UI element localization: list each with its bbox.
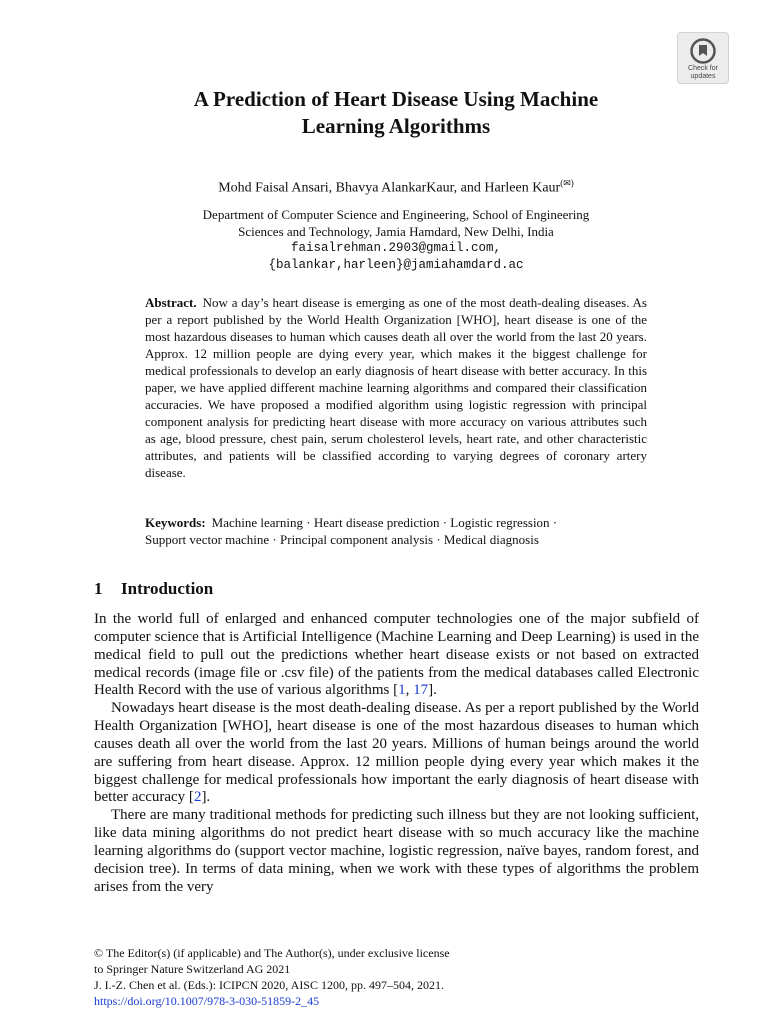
body-text	[94, 611, 699, 897]
title-line-2: Learning Algorithms	[301, 114, 491, 138]
abstract-text: Now a day’s heart disease is emerging as one of the most death-dealing diseases. As per a report published by the World Health Organization [WHO], heart disease is one of the most hazardous diseases to human which causes death all over the world from the last 20 years. Approx. 12 million people are dying every year, which makes it the biggest challenge for medical professionals to develop an early diagnosis of heart disease with better accuracy. In this paper, we have applied different machine learning algorithms and compared their classification accuracies. We have proposed a modified algorithm using logistic regression with principal component analysis for predicting heart disease with more accuracy on various attributes such as age, blood pressure, chest pain, serum cholesterol levels, heart rate, and other characteristic attributes, and patients will be classified according to varying degrees of coronary artery disease.	[145, 295, 647, 480]
title-line-1: A Prediction of Heart Disease Using Machine	[193, 87, 599, 111]
footer-line-3: J. I.-Z. Chen et al. (Eds.): ICIPCN 2020, AISC 1200, pp. 497–504, 2021.	[94, 978, 444, 992]
keywords-line-1: Machine learning · Heart disease prediction · Logistic regression ·	[211, 515, 558, 530]
citation-2[interactable]: 2	[193, 789, 202, 806]
keywords-line-2: Support vector machine · Principal component analysis · Medical diagnosis	[145, 532, 539, 547]
section-number: 1	[94, 579, 103, 598]
authors-text: Mohd Faisal Ansari, Bhavya AlankarKaur, and Harleen Kaur	[218, 180, 561, 196]
paragraph-2-text: Nowadays heart disease is the most death-dealing disease. As per a report published by the World Health Organization [WHO], heart disease is one of the most hazardous diseases to human which causes death all over the world from the last 20 years. Millions of human beings around the world are suffering from heart disease. Approx. 12 million people dying every year which makes it the biggest challenge for medical professionals how important the early diagnosis of heart disease with better accuracy [	[94, 700, 699, 806]
badge-label-2: updates	[690, 73, 716, 80]
abstract	[145, 294, 647, 481]
paragraph-2	[94, 700, 699, 807]
corresponding-author-mark: (✉)	[560, 178, 574, 188]
section-title: Introduction	[121, 579, 214, 598]
affiliation-line-1: Department of Computer Science and Engineering, School of Engineering	[202, 207, 590, 222]
affiliation-line-2: Sciences and Technology, Jamia Hamdard, New Delhi, India	[238, 224, 554, 239]
email-line-1[interactable]: faisalrehman.2903@gmail.com,	[290, 241, 502, 255]
email-line-2[interactable]: {balankar,harleen}@jamiahamdard.ac	[268, 258, 524, 272]
footer-line-2: to Springer Nature Switzerland AG 2021	[94, 962, 291, 976]
author-list	[100, 174, 692, 198]
badge-label-1: Check for	[688, 65, 718, 72]
copyright-footer	[94, 945, 694, 1009]
citation-17[interactable]: 17	[413, 682, 429, 699]
section-heading	[94, 578, 494, 600]
citation-separator: ,	[405, 682, 414, 699]
paragraph-1-end: ].	[428, 682, 437, 699]
check-for-updates-icon	[690, 38, 716, 64]
abstract-label: Abstract.	[145, 295, 197, 310]
doi-link[interactable]: https://doi.org/10.1007/978-3-030-51859-2_45	[94, 994, 320, 1008]
paragraph-3: There are many traditional methods for predicting such illness but they are not looking sufficient, like data mining algorithms do not predict heart disease with so much accuracy like the machine learning algorithms do (support vector machine, logistic regression, naïve bayes, random forest, and decision tree). In terms of data mining, when we work with these types of algorithms the problem arises from the very	[94, 807, 699, 895]
paragraph-1-text: In the world full of enlarged and enhanced computer technologies one of the major subfield of computer science that is Artificial Intelligence (Machine Learning and Deep Learning) is used in the medical field to pull out the predictions whether heart disease exists or not based on extracted medical records (image file or .csv file) of the patients from the medical databases called Electronic Health Record with the use of various algorithms [	[94, 611, 699, 699]
paragraph-2-end: ].	[201, 789, 211, 806]
citation-1[interactable]: 1	[398, 682, 406, 699]
keywords	[145, 514, 647, 548]
footer-line-1: © The Editor(s) (if applicable) and The Author(s), under exclusive license	[94, 946, 450, 960]
keywords-label: Keywords:	[145, 515, 206, 530]
paragraph-1	[94, 611, 699, 700]
affiliation	[130, 206, 662, 274]
check-for-updates-badge[interactable]	[677, 32, 729, 84]
paper-title	[100, 86, 692, 140]
